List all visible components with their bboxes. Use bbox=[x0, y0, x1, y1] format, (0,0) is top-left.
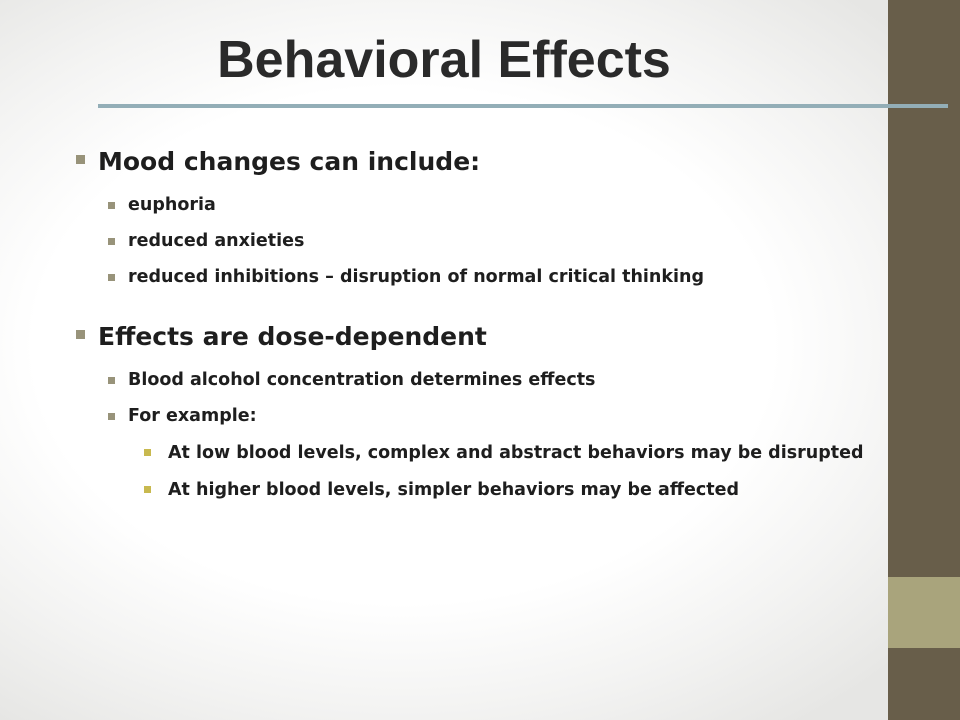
square-bullet-icon bbox=[108, 413, 115, 420]
bullet-text: Blood alcohol concentration determines effects bbox=[128, 370, 596, 390]
square-bullet-icon bbox=[144, 486, 151, 493]
square-bullet-icon bbox=[108, 274, 115, 281]
bullet-text: reduced inhibitions – disruption of normal critical thinking bbox=[128, 267, 704, 287]
sub-bullet-blood-alcohol bbox=[108, 369, 874, 392]
slide-body bbox=[74, 142, 874, 502]
bullet-text: Mood changes can include: bbox=[98, 147, 481, 176]
bullet-text: At higher blood levels, simpler behaviors may be affected bbox=[168, 480, 740, 500]
sub-bullet-reduced-inhibitions bbox=[108, 266, 874, 289]
bullet-dose-dependent bbox=[74, 317, 874, 357]
bullet-text: euphoria bbox=[128, 195, 216, 215]
square-bullet-icon bbox=[108, 238, 115, 245]
bullet-text: reduced anxieties bbox=[128, 231, 305, 251]
square-bullet-icon bbox=[76, 155, 85, 164]
bullet-text: At low blood levels, complex and abstract behaviors may be disrupted bbox=[168, 443, 864, 463]
bullet-mood-changes bbox=[74, 142, 874, 182]
sub-bullet-reduced-anxieties bbox=[108, 230, 874, 253]
sub-sub-bullet-low-levels bbox=[144, 441, 874, 465]
slide-title: Behavioral Effects bbox=[217, 31, 671, 89]
square-bullet-icon bbox=[108, 377, 115, 384]
sub-bullet-euphoria bbox=[108, 194, 874, 217]
sub-bullet-for-example bbox=[108, 405, 874, 428]
square-bullet-icon bbox=[76, 330, 85, 339]
right-side-accent-block bbox=[888, 577, 960, 648]
sub-sub-bullet-higher-levels bbox=[144, 478, 874, 502]
square-bullet-icon bbox=[108, 202, 115, 209]
bullet-text: Effects are dose-dependent bbox=[98, 322, 487, 351]
title-underline bbox=[98, 104, 948, 108]
bullet-text: For example: bbox=[128, 406, 257, 426]
square-bullet-icon bbox=[144, 449, 151, 456]
